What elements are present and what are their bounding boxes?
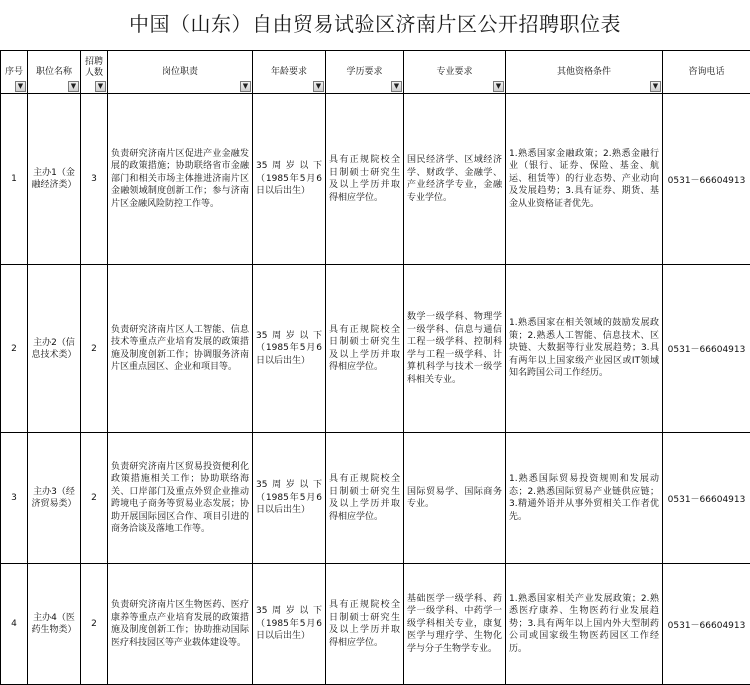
col-header-major: 专业要求 ▼ (404, 51, 506, 94)
cell-education: 具有正规院校全日制硕士研究生及以上学历并取得相应学位。 (326, 265, 404, 433)
cell-education: 具有正规院校全日制硕士研究生及以上学历并取得相应学位。 (326, 564, 404, 685)
cell-major: 基础医学一级学科、药学一级学科、中药学一级学科相关专业，康复医学与理疗学、生物化学与分子生物学专业。 (404, 564, 506, 685)
cell-phone: 0531－66604913 (663, 94, 750, 265)
cell-seq: 2 (1, 265, 28, 433)
page-title: 中国（山东）自由贸易试验区济南片区公开招聘职位表 (0, 0, 750, 48)
cell-phone: 0531－66604913 (663, 564, 750, 685)
cell-duties: 负责研究济南片区促进产业金融发展的政策措施；协助联络省市金融部门和相关市场主体推进济南片区金融领域制度创新工作；参与济南片区金融风险防控工作等。 (108, 94, 253, 265)
cell-seq: 3 (1, 433, 28, 564)
col-header-other: 其他资格条件 ▼ (506, 51, 663, 94)
cell-phone: 0531－66604913 (663, 265, 750, 433)
col-header-phone: 咨询电话 (663, 51, 750, 94)
filter-dropdown-icon[interactable]: ▼ (95, 81, 106, 92)
cell-age: 35周岁以下（1985年5月6日以后出生） (253, 433, 326, 564)
cell-age: 35周岁以下（1985年5月6日以后出生） (253, 94, 326, 265)
table-row (1, 265, 750, 433)
col-header-seq: 序号 ▼ (1, 51, 28, 94)
cell-other: 1.熟悉国际贸易投资规则和发展动态；2.熟悉国际贸易产业链供应链；3.精通外语并从事外贸相关工作者优先。 (506, 433, 663, 564)
cell-other: 1.熟悉国家在相关领域的鼓励发展政策；2.熟悉人工智能、信息技术、区块链、大数据等行业发展趋势；3.具有两年以上国家级产业园区或IT领域知名跨国公司工作经历。 (506, 265, 663, 433)
cell-other: 1.熟悉国家金融政策；2.熟悉金融行业（银行、证券、保险、基金、航运、租赁等）的行业态势、产业动向及发展趋势；3.具有证券、期货、基金从业资格证者优先。 (506, 94, 663, 265)
cell-age: 35周岁以下（1985年5月6日以后出生） (253, 265, 326, 433)
cell-position: 主办3（经济贸易类） (28, 433, 81, 564)
cell-major: 国际贸易学、国际商务专业。 (404, 433, 506, 564)
filter-dropdown-icon[interactable]: ▼ (15, 81, 26, 92)
col-header-age: 年龄要求 ▼ (253, 51, 326, 94)
col-header-education: 学历要求 ▼ (326, 51, 404, 94)
cell-count: 2 (81, 564, 108, 685)
table-row (1, 564, 750, 685)
col-header-count: 招聘人数 ▼ (81, 51, 108, 94)
cell-position: 主办2（信息技术类） (28, 265, 81, 433)
cell-count: 2 (81, 265, 108, 433)
filter-dropdown-icon[interactable]: ▼ (391, 81, 402, 92)
table-row (1, 94, 750, 265)
cell-phone: 0531－66604913 (663, 433, 750, 564)
cell-other: 1.熟悉国家相关产业发展政策；2.熟悉医疗康养、生物医药行业发展趋势；3.具有两年以上国内外大型制药公司或国家级生物医药园区工作经历。 (506, 564, 663, 685)
filter-dropdown-icon[interactable]: ▼ (493, 81, 504, 92)
cell-major: 数学一级学科、物理学一级学科、信息与通信工程一级学科、控制科学与工程一级学科、计算机科学与技术一级学科相关专业。 (404, 265, 506, 433)
filter-dropdown-icon[interactable]: ▼ (240, 81, 251, 92)
col-header-position: 职位名称 ▼ (28, 51, 81, 94)
cell-seq: 4 (1, 564, 28, 685)
filter-dropdown-icon[interactable]: ▼ (313, 81, 324, 92)
filter-dropdown-icon[interactable]: ▼ (68, 81, 79, 92)
cell-count: 2 (81, 433, 108, 564)
cell-major: 国民经济学、区域经济学、财政学、金融学、产业经济学专业，金融专业学位。 (404, 94, 506, 265)
cell-position: 主办1（金融经济类） (28, 94, 81, 265)
cell-age: 35周岁以下（1985年5月6日以后出生） (253, 564, 326, 685)
cell-position: 主办4（医药生物类） (28, 564, 81, 685)
filter-dropdown-icon[interactable]: ▼ (650, 81, 661, 92)
cell-duties: 负责研究济南片区生物医药、医疗康养等重点产业培育发展的政策措施及制度创新工作；协助推动国际医疗科技园区等产业载体建设等。 (108, 564, 253, 685)
cell-count: 3 (81, 94, 108, 265)
cell-seq: 1 (1, 94, 28, 265)
cell-duties: 负责研究济南片区人工智能、信息技术等重点产业培育发展的政策措施及制度创新工作；协调服务济南片区重点园区、企业和项目等。 (108, 265, 253, 433)
cell-education: 具有正规院校全日制硕士研究生及以上学历并取得相应学位。 (326, 433, 404, 564)
col-header-duties: 岗位职责 ▼ (108, 51, 253, 94)
cell-duties: 负责研究济南片区贸易投资便利化政策措施相关工作；协助联络海关、口岸部门及重点外贸企业推动跨境电子商务等贸易业态发展；协助开展国际园区合作、项目引进的商务洽谈及落地工作等。 (108, 433, 253, 564)
recruitment-table (0, 50, 750, 685)
cell-education: 具有正规院校全日制硕士研究生及以上学历并取得相应学位。 (326, 94, 404, 265)
table-row (1, 433, 750, 564)
header-row (1, 51, 750, 94)
